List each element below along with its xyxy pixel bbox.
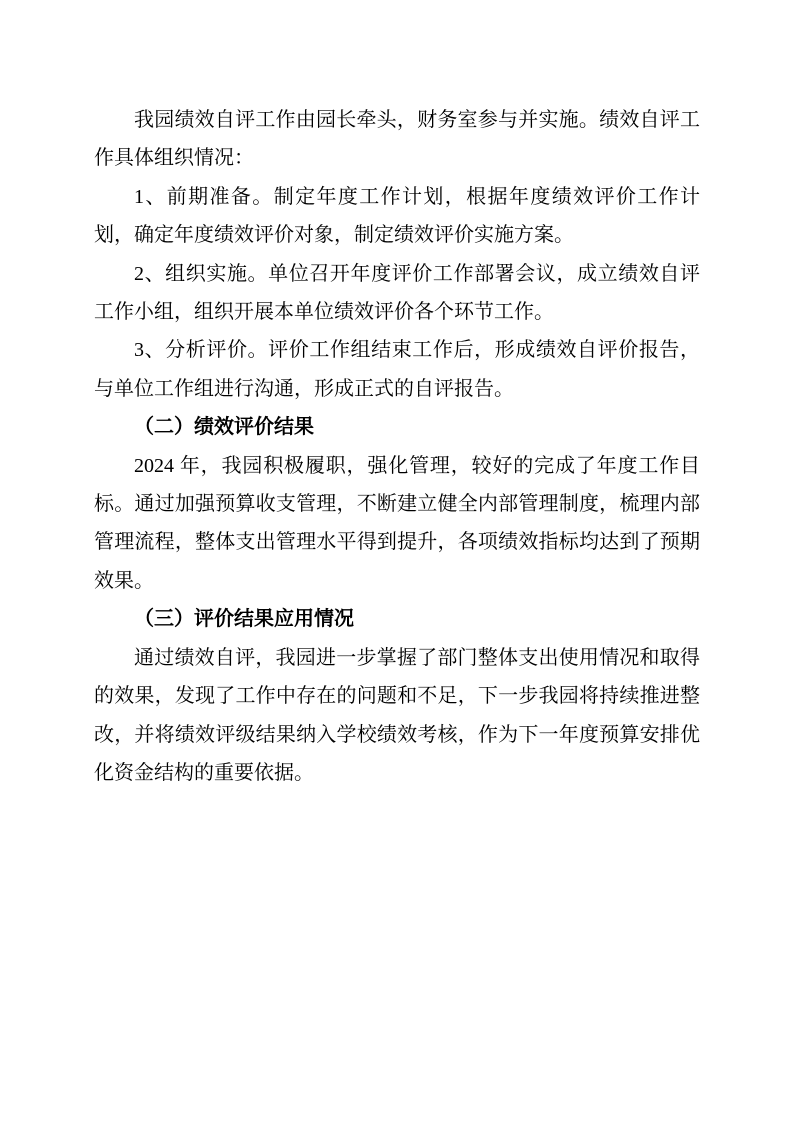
document-body xyxy=(94,101,700,792)
paragraph: 1、前期准备。制定年度工作计划，根据年度绩效评价工作计划，确定年度绩效评价对象，制定绩效评价实施方案。 xyxy=(94,185,700,247)
paragraph: 3、分析评价。评价工作组结束工作后，形成绩效自评价报告，与单位工作组进行沟通，形成正式的自评报告。 xyxy=(94,339,700,400)
paragraph: 2、组织实施。单位召开年度评价工作部署会议，成立绩效自评工作小组，组织开展本单位绩效评价各个环节工作。 xyxy=(94,262,700,324)
section-heading: （三）评价结果应用情况 xyxy=(134,608,354,631)
paragraph: 我园绩效自评工作由园长牵头，财务室参与并实施。绩效自评工作具体组织情况： xyxy=(94,109,700,170)
paragraph: 通过绩效自评，我园进一步掌握了部门整体支出使用情况和取得的效果，发现了工作中存在的问题和不足，下一步我园将持续推进整改，并将绩效评级结果纳入学校绩效考核，作为下一年度预算安排优化资金结构的重要依据。 xyxy=(94,646,700,784)
section-heading: （二）绩效评价结果 xyxy=(134,416,314,439)
paragraph: 2024 年，我园积极履职，强化管理，较好的完成了年度工作目标。通过加强预算收支管理，不断建立健全内部管理制度，梳理内部管理流程，整体支出管理水平得到提升，各项绩效指标均达到了预期效果。 xyxy=(94,454,700,592)
